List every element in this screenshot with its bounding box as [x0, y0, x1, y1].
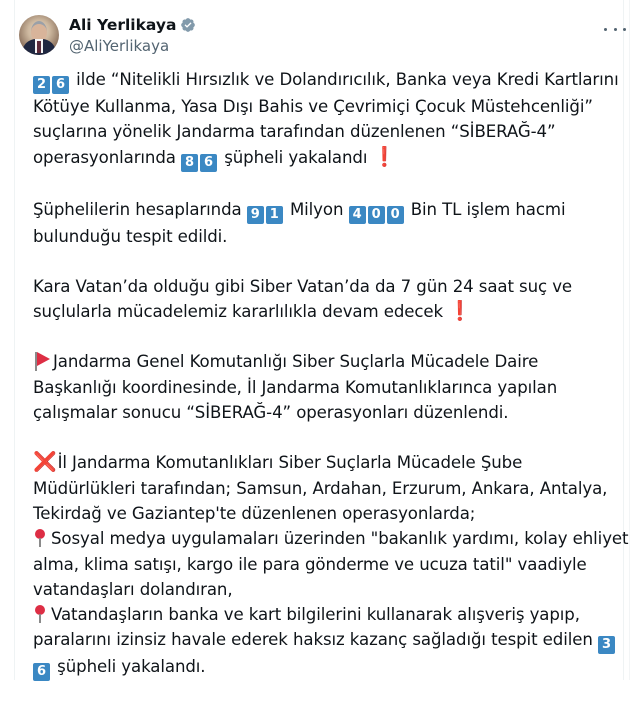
- cross-mark-icon: ❌: [33, 451, 57, 474]
- more-options-icon[interactable]: [604, 22, 626, 36]
- keycap-digit-icon: 0: [368, 206, 385, 224]
- keycap-digit-icon: 6: [200, 154, 217, 172]
- keycap-digit-icon: 4: [349, 206, 366, 224]
- round-pushpin-icon: [33, 604, 47, 624]
- avatar[interactable]: [19, 15, 59, 55]
- author-display-name[interactable]: Ali Yerlikaya: [69, 16, 177, 34]
- verified-badge-icon: [180, 17, 196, 33]
- keycap-digit-icon: 6: [33, 663, 50, 681]
- paragraph-3: Kara Vatan’da olduğu gibi Siber Vatan’da da 7 gün 24 saat suç ve suçlularla mücadelemiz kararlılıkla devam edecek ❗: [33, 276, 573, 323]
- round-pushpin-icon: [33, 528, 47, 548]
- exclamation-icon: ❗: [372, 145, 397, 168]
- tweet-header: [19, 15, 641, 57]
- keycap-digit-icon: 8: [181, 154, 198, 172]
- paragraph-1: 2 6 ilde “Nitelikli Hırsızlık ve Dolandırıcılık, Banka veya Kredi Kartlarını Kötüye Kullanma, Yasa Dışı Bahis ve Çevrimiçi Çocuk Müstehcenliği” suçlarına yönelik Jandarma tarafından düzenlenen “SİBERAĞ-4” operasyonlarında 8 6 şüpheli yakalandı ❗: [33, 70, 619, 170]
- keycap-digit-icon: 6: [52, 76, 69, 94]
- paragraph-5: ❌İl Jandarma Komutanlıkları Siber Suçlarla Mücadele Şube Müdürlükleri tarafından; Samsun, Ardahan, Erzurum, Ankara, Antalya, Tekirdağ ve Gaziantep'te düzenlenen operasyonlarda; Sosyal medya uygulamaları üzerinden "bakanlık yardımı, kolay ehliyet alma, klima satışı, kargo ile para gönderme ve ucuza tatil" vaadiyle vatandaşları dolandıran, Vatandaşların banka ve kart bilgilerini kullanarak alışveriş yapıp, paralarını izinsiz havale ederek haksız kazanç sağladığı tespit edilen 3 6 şüpheli yakalandı.: [33, 451, 629, 680]
- tweet-text: [33, 67, 629, 706]
- paragraph-4: Jandarma Genel Komutanlığı Siber Suçlarla Mücadele Daire Başkanlığı koordinesinde, İl Jandarma Komutanlıklarınca yapılan çalışmalar sonucu “SİBERAĞ-4” operasyonları düzenlendi.: [33, 352, 558, 423]
- author-name-row: [69, 15, 196, 35]
- keycap-digit-icon: 1: [266, 206, 283, 224]
- author-handle[interactable]: @AliYerlikaya: [69, 37, 170, 55]
- triangular-flag-icon: [33, 351, 51, 371]
- keycap-digit-icon: 9: [247, 206, 264, 224]
- timeline-border: [629, 0, 630, 680]
- keycap-digit-icon: 3: [598, 636, 615, 654]
- paragraph-2: Şüphelilerin hesaplarında 9 1 Milyon 4 0 0 Bin TL işlem hacmi bulunduğu tespit edildi.: [33, 199, 566, 246]
- keycap-digit-icon: 2: [33, 76, 50, 94]
- exclamation-icon: ❗: [448, 300, 472, 323]
- keycap-digit-icon: 0: [387, 206, 404, 224]
